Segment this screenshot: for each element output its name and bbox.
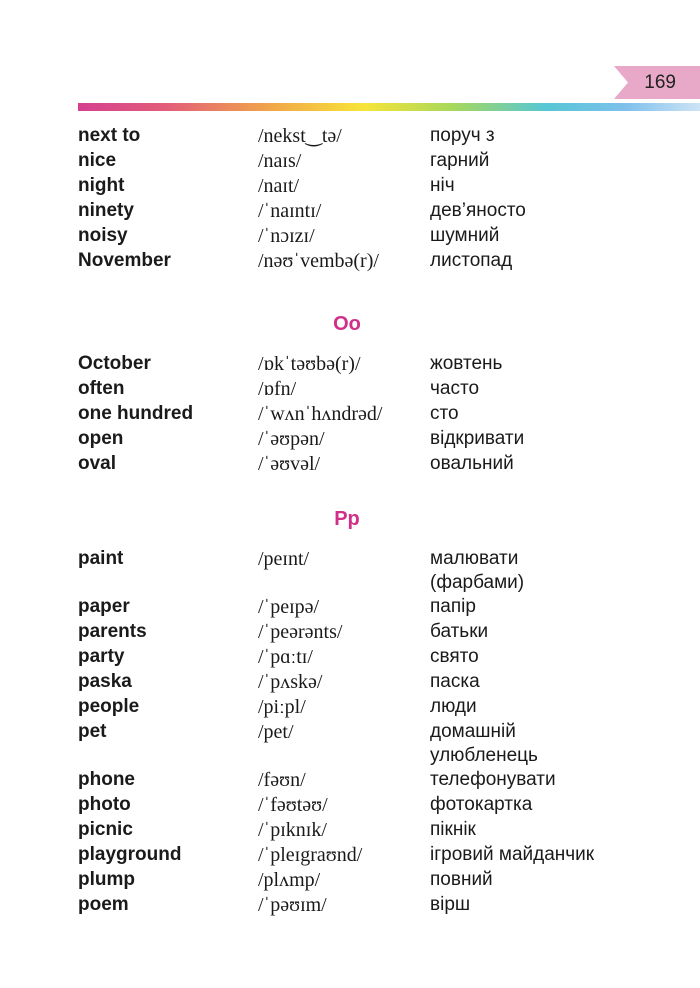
vocab-word: November [78,250,171,271]
vocab-row [78,768,678,793]
vocab-translation [430,720,670,768]
vocab-translation-line: ігровий майданчик [430,844,595,865]
vocab-translation-line: поруч з [430,125,495,146]
vocab-transcription: /ˈwʌnˈhʌndrəd/ [258,403,383,425]
vocab-translation [430,695,670,719]
vocab-word: next to [78,125,141,146]
vocab-row [78,249,678,274]
vocab-translation [430,249,670,273]
vocab-row [78,595,678,620]
vocab-row [78,149,678,174]
vocab-translation-line: овальний [430,453,514,474]
vocab-translation [430,427,670,451]
vocab-translation-line: папір [430,596,476,617]
vocab-word: poem [78,894,129,915]
vocab-word: plump [78,869,135,890]
vocab-word: paint [78,548,124,569]
vocab-word: people [78,696,140,717]
vocab-translation [430,818,670,842]
section-heading-o: Oo [333,313,361,335]
vocab-row [78,645,678,670]
vocab-translation-line: домашній [430,721,516,742]
vocab-transcription: /piːpl/ [258,696,306,718]
vocab-translation [430,893,670,917]
vocab-translation-line: пікнік [430,819,476,840]
vocab-transcription: /ˈpeɪpə/ [258,596,320,618]
vocab-word: parents [78,621,147,642]
group-p [78,547,678,918]
vocab-row [78,174,678,199]
vocabulary-list [78,124,678,918]
vocab-translation [430,377,670,401]
group-n [78,124,678,274]
vocab-translation [430,645,670,669]
vocab-translation-line: телефонувати [430,769,556,790]
vocab-word: paska [78,671,132,692]
vocab-translation-line: малювати [430,548,519,569]
vocab-translation-line: листопад [430,250,513,271]
vocab-word: noisy [78,225,128,246]
vocab-transcription: /ɒfn/ [258,378,297,400]
vocab-translation-line: батьки [430,621,489,642]
vocab-transcription: /ˈəʊpən/ [258,428,325,450]
vocab-row [78,427,678,452]
vocab-transcription: /pet/ [258,721,294,743]
vocab-transcription: /ˈəʊvəl/ [258,453,321,475]
vocab-row [78,224,678,249]
vocab-row [78,620,678,645]
vocab-translation [430,224,670,248]
vocab-word: often [78,378,125,399]
vocab-word: playground [78,844,182,865]
vocab-translation [430,174,670,198]
vocab-row [78,547,678,595]
vocab-translation-line: люди [430,696,477,717]
vocab-translation [430,124,670,148]
vocab-transcription: /nekst‿tə/ [258,125,342,147]
vocab-translation [430,793,670,817]
vocab-translation [430,868,670,892]
vocab-translation [430,547,670,595]
vocab-row [78,793,678,818]
vocab-translation-line: фотокартка [430,794,533,815]
vocab-transcription: /ˈnɔɪzɪ/ [258,225,315,247]
vocab-translation-line: дев’яносто [430,200,526,221]
vocab-word: October [78,353,151,374]
vocab-transcription: /plʌmp/ [258,869,321,891]
vocab-transcription: /ˈpʌskə/ [258,671,323,693]
vocab-transcription: /ˈpeərənts/ [258,621,343,643]
vocab-transcription: /ˈnaɪntɪ/ [258,200,322,222]
rainbow-divider [78,103,700,111]
vocab-row [78,843,678,868]
vocab-word: paper [78,596,130,617]
vocab-translation-line: часто [430,378,480,399]
vocab-word: photo [78,794,131,815]
vocab-translation-line: жовтень [430,353,503,374]
vocab-translation [430,843,670,867]
vocab-transcription: /ˈpɑːtɪ/ [258,646,313,668]
vocab-translation-line: ніч [430,175,455,196]
vocab-row [78,124,678,149]
vocab-word: phone [78,769,135,790]
vocab-translation-line: паска [430,671,480,692]
vocab-transcription: /peɪnt/ [258,548,310,570]
vocab-row [78,377,678,402]
vocab-row [78,818,678,843]
vocab-translation [430,149,670,173]
vocab-translation-line: шумний [430,225,500,246]
vocab-word: party [78,646,125,667]
vocab-word: ninety [78,200,134,221]
vocab-transcription: /naɪs/ [258,150,302,172]
vocab-translation [430,402,670,426]
vocab-row [78,893,678,918]
vocab-transcription: /naɪt/ [258,175,300,197]
vocab-translation-line: повний [430,869,493,890]
vocab-translation [430,670,670,694]
vocab-transcription: /ˈpɪknɪk/ [258,819,327,841]
vocab-word: night [78,175,125,196]
vocab-transcription: /ˈpəʊɪm/ [258,894,327,916]
vocab-row [78,199,678,224]
vocab-translation [430,620,670,644]
vocab-transcription: /ɒkˈtəʊbə(r)/ [258,353,361,375]
page-number: 169 [644,72,676,93]
vocab-row [78,720,678,768]
vocab-translation [430,595,670,619]
vocab-word: pet [78,721,107,742]
vocab-transcription: /nəʊˈvembə(r)/ [258,250,379,272]
vocab-row [78,402,678,427]
vocab-transcription: /fəʊn/ [258,769,306,791]
vocab-translation [430,199,670,223]
vocab-row [78,670,678,695]
vocab-translation-line: сто [430,403,459,424]
vocab-transcription: /ˈfəʊtəʊ/ [258,794,328,816]
vocab-translation [430,452,670,476]
vocab-translation-line: відкривати [430,428,525,449]
vocab-row [78,352,678,377]
vocab-transcription: /ˈpleɪgraʊnd/ [258,844,363,866]
group-o [78,352,678,477]
vocab-translation [430,352,670,376]
vocab-word: open [78,428,124,449]
vocab-translation-line: гарний [430,150,490,171]
vocab-row [78,452,678,477]
vocab-row [78,695,678,720]
section-heading-p: Pp [334,508,360,530]
vocab-row [78,868,678,893]
vocab-translation [430,768,670,792]
vocab-translation-line: улюбленець [430,745,538,766]
vocab-word: oval [78,453,117,474]
vocab-word: picnic [78,819,133,840]
vocab-translation-line: свято [430,646,479,667]
vocab-word: one hundred [78,403,194,424]
vocab-translation-line: (фарбами) [430,572,525,593]
vocab-translation-line: вірш [430,894,471,915]
vocab-word: nice [78,150,117,171]
